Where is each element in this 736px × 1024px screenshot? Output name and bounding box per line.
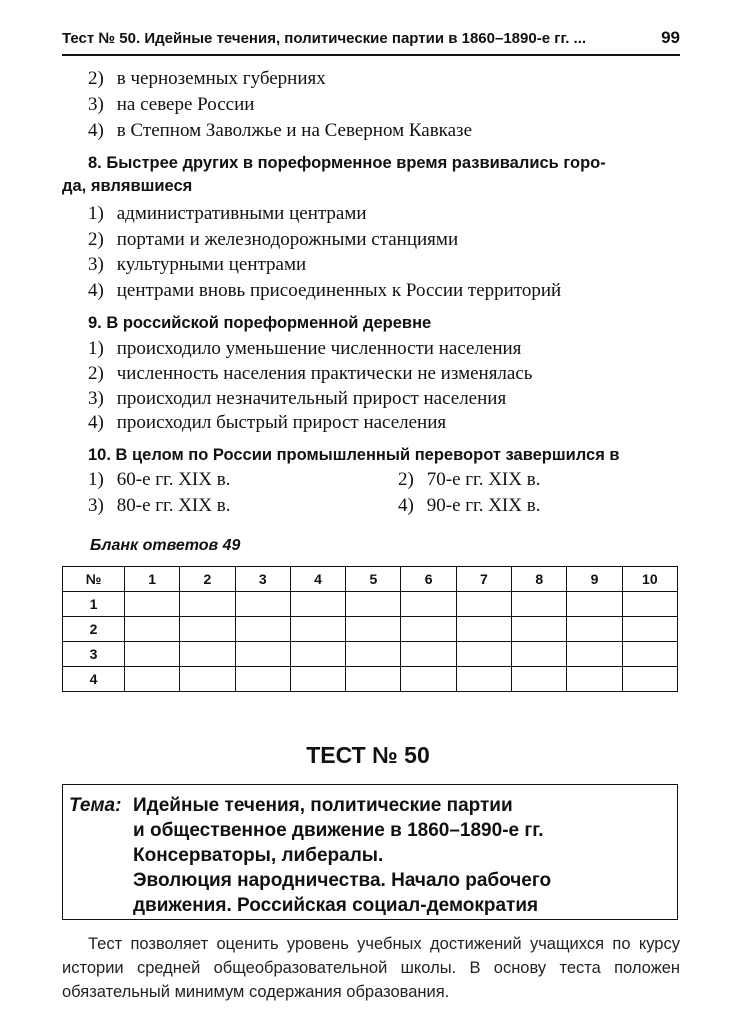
question-8-line1: 8. Быстрее других в пореформенное время развивались горо- (88, 154, 606, 172)
q8-option-1: 1) административными центрами (88, 203, 367, 224)
row-label: 2 (63, 617, 125, 642)
q7-option-2: 2) в черноземных губерниях (88, 68, 326, 89)
answer-cell[interactable] (235, 617, 290, 642)
answer-cell[interactable] (290, 617, 345, 642)
answer-cell[interactable] (622, 617, 677, 642)
answer-cell[interactable] (290, 642, 345, 667)
answer-cell[interactable] (456, 592, 511, 617)
q9-option-4: 4) происходил быстрый прирост населения (88, 412, 447, 433)
test-title: ТЕСТ № 50 (306, 742, 430, 768)
answer-cell[interactable] (235, 642, 290, 667)
q7-option-3: 3) на севере России (88, 94, 255, 115)
topic-line: Эволюция народничества. Начало рабочего (133, 870, 552, 891)
q7-option-4: 4) в Степном Заволжье и на Северном Кавказе (88, 120, 472, 141)
answer-cell[interactable] (567, 617, 622, 642)
q8-option-4: 4) центрами вновь присоединенных к России территорий (88, 280, 562, 301)
topic-line: Идейные течения, политические партии (133, 795, 513, 816)
header-cell: 8 (512, 567, 567, 592)
answer-cell[interactable] (180, 667, 235, 692)
answer-cell[interactable] (180, 592, 235, 617)
q10-option-1: 1) 60-е гг. XIX в. (88, 469, 231, 490)
answer-cell[interactable] (512, 667, 567, 692)
answer-cell[interactable] (346, 617, 401, 642)
answer-cell[interactable] (125, 667, 180, 692)
row-label: 3 (63, 642, 125, 667)
answer-cell[interactable] (346, 592, 401, 617)
q10-option-4: 4) 90-е гг. XIX в. (398, 495, 541, 516)
header-cell: 5 (346, 567, 401, 592)
q9-option-2: 2) численность населения практически не изменялась (88, 363, 533, 384)
answer-row (63, 592, 678, 617)
answer-cell[interactable] (180, 642, 235, 667)
header-cell: 3 (235, 567, 290, 592)
answer-cell[interactable] (235, 592, 290, 617)
intro-paragraph: Тест позволяет оценить уровень учебных достижений учащихся по курсу истории средней общеобразовательной школы. В основу теста положен обязательный минимум содержания образования. (62, 935, 680, 1001)
header-cell-number: № (63, 567, 125, 592)
running-header (62, 28, 680, 56)
header-cell: 9 (567, 567, 622, 592)
header-cell: 2 (180, 567, 235, 592)
answer-row (63, 642, 678, 667)
answer-cell[interactable] (180, 617, 235, 642)
topic-line: и общественное движение в 1860–1890-е гг. (133, 820, 544, 841)
topic-line: Консерваторы, либералы. (133, 845, 384, 866)
answer-cell[interactable] (567, 592, 622, 617)
answer-cell[interactable] (456, 642, 511, 667)
topic-line: движения. Российская социал-демократия (133, 895, 539, 916)
row-label: 1 (63, 592, 125, 617)
topic-box (62, 784, 678, 920)
q8-option-2: 2) портами и железнодорожными станциями (88, 229, 459, 250)
answer-cell[interactable] (346, 642, 401, 667)
header-cell: 10 (622, 567, 677, 592)
answer-cell[interactable] (125, 617, 180, 642)
question-10: 10. В целом по России промышленный переворот завершился в (88, 446, 620, 464)
answer-cell[interactable] (456, 617, 511, 642)
answer-cell[interactable] (401, 592, 456, 617)
answer-cell[interactable] (125, 642, 180, 667)
q9-option-1: 1) происходило уменьшение численности населения (88, 338, 522, 359)
answer-cell[interactable] (622, 667, 677, 692)
row-label: 4 (63, 667, 125, 692)
answer-cell[interactable] (401, 667, 456, 692)
question-8 (62, 152, 682, 198)
topic-lines (133, 793, 551, 918)
answer-cell[interactable] (512, 592, 567, 617)
answer-cell[interactable] (622, 592, 677, 617)
answer-sheet-title: Бланк ответов 49 (90, 537, 241, 554)
answer-cell[interactable] (290, 667, 345, 692)
answer-cell[interactable] (567, 667, 622, 692)
answer-cell[interactable] (401, 642, 456, 667)
header-cell: 4 (290, 567, 345, 592)
answer-cell[interactable] (290, 592, 345, 617)
question-8-line2: да, являвшиеся (62, 177, 193, 195)
answer-cell[interactable] (567, 642, 622, 667)
answer-cell[interactable] (346, 667, 401, 692)
answer-row (63, 617, 678, 642)
question-9: 9. В российской пореформенной деревне (88, 314, 432, 332)
page-number: 99 (661, 28, 680, 47)
answer-sheet-header-row (63, 567, 678, 592)
answer-cell[interactable] (512, 617, 567, 642)
answer-cell[interactable] (125, 592, 180, 617)
answer-sheet-table (62, 566, 678, 692)
answer-cell[interactable] (512, 642, 567, 667)
answer-cell[interactable] (622, 642, 677, 667)
answer-cell[interactable] (401, 617, 456, 642)
topic-label: Тема: (69, 795, 122, 816)
q10-option-2: 2) 70-е гг. XIX в. (398, 469, 541, 490)
header-cell: 7 (456, 567, 511, 592)
header-cell: 1 (125, 567, 180, 592)
answer-cell[interactable] (456, 667, 511, 692)
running-header-title: Тест № 50. Идейные течения, политические партии в 1860–1890-е гг. ... (62, 30, 587, 47)
q8-option-3: 3) культурными центрами (88, 254, 307, 275)
answer-row (63, 667, 678, 692)
q10-option-3: 3) 80-е гг. XIX в. (88, 495, 231, 516)
answer-cell[interactable] (235, 667, 290, 692)
q9-option-3: 3) происходил незначительный прирост населения (88, 388, 507, 409)
header-cell: 6 (401, 567, 456, 592)
